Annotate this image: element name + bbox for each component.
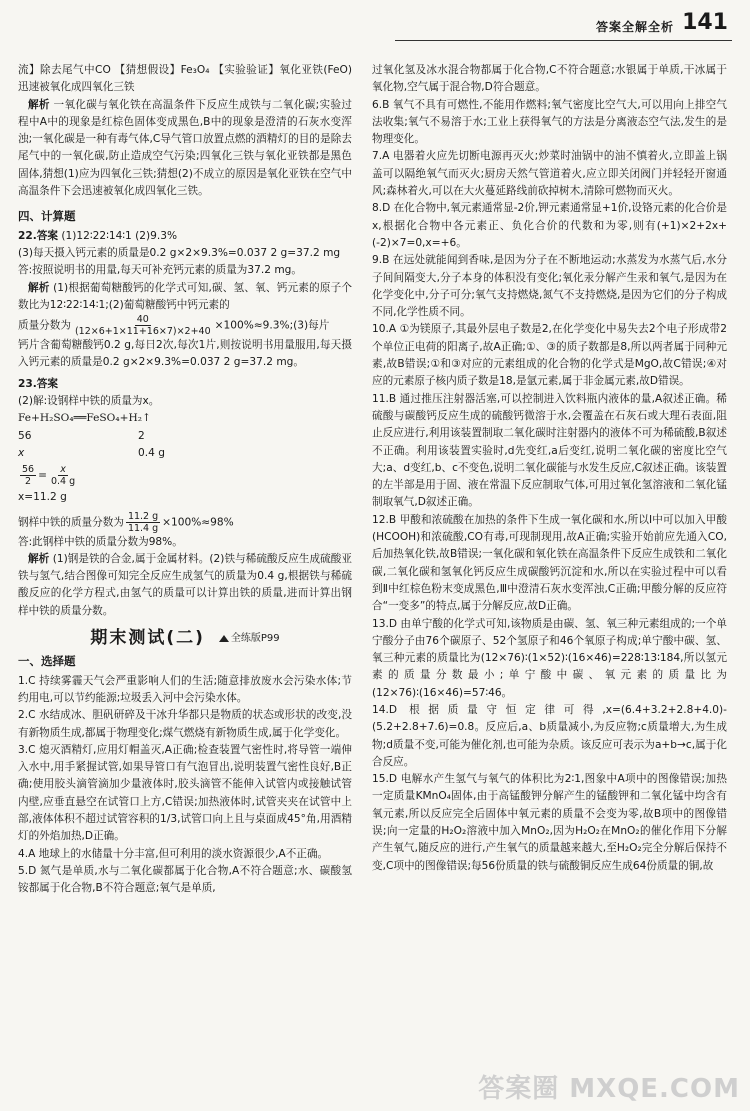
page-header [596,10,728,35]
question-number: 23.答案 [18,377,58,390]
paragraph [18,97,352,201]
header-label: 答案全解全析 [596,20,675,34]
answer-item: 11.B 通过推压注射器活塞,可以控制进入饮料瓶内液体的量,A叙述正确。稀硫酸与碳酸钙反应生成的硫酸钙微溶于水,会覆盖在石灰石或大理石表面,阻止反应进行,利用该装置制取二氧化碳时注射器内的液体不可为稀硫酸,B叙述不正确。利用该装置实验时,d先变红,a后变红,说明二氧化碳的密度比空气大;a、d变红,b、c不变色,说明二氧化碳能与水发生反应,C叙述正确。该装置的左半部是用于固、液在常温下反应制取气体,可用过氧化氢溶液和二氧化锰制取氧气,D叙述正确。 [372,392,727,509]
answer-item: 15.D 电解水产生氢气与氧气的体积比为2∶1,图象中A项中的图像错误;加热一定质量KMnO₄固体,由于高锰酸钾分解产生的锰酸钾和二氧化锰中均含有氧元素,所以反应完全后固体中氧元素的质量不会变为零,故B项中的图像错误;向一定量的H₂O₂溶液中加入MnO₂,因为H₂O₂在MnO₂的催化作用下分解产生氧气,随反应的进行,产生氧气的质量越来越大,至H₂O₂完全分解后保持不变,C项中的图像错误;每56份质量的铁与硫酸铜反应生成64份质量的铜,故 [372,773,727,872]
chemical-equation: Fe+H₂SO₄══FeSO₄+H₂↑ [18,412,151,425]
question-number: 22.答案 [18,229,58,242]
paragraph: 答:按照说明书的用量,每天可补充钙元素的质量为37.2 mg。 [18,264,302,277]
paragraph: x=11.2 g [18,491,67,504]
formula-line [18,314,352,337]
fraction [126,511,160,534]
numerator: 40 [136,314,149,326]
paragraph: 答:此钢样中铁的质量分数为98%。 [18,535,183,548]
text: (1)钢是铁的合金,属于金属材料。(2)铁与稀硫酸反应生成硫酸亚铁与氢气,结合图像可知完全反应生成氢气的质量为0.4 g,根据铁与稀硫酸反应的化学方程式,由氢气的质量可以计算出铁的质量,进而计算出钢样中铁的质量分数。 [18,552,353,617]
banner-ref-text: 全练版P99 [230,633,280,645]
paragraph: 钙片含葡萄糖酸钙0.2 g,每日2次,每次1片,则按说明书用量服用,每天摄入钙元素的质量是0.2 g×2×9.3%=0.037 2 g=37.2 mg。 [18,339,352,369]
mass-value: 56 [18,429,32,442]
fraction [73,314,213,337]
answer-item: 12.B 甲酸和浓硫酸在加热的条件下生成一氧化碳和水,所以I中可以加入甲酸(HCOOH)和浓硫酸,CO有毒,可现制现用,故A正确;实验开始前应先通入CO,后加热氧化铁,故B错误;一氧化碳和氧化铁在高温条件下反应生成铁和二氧化碳,二氧化碳和氢氧化钙反应生成碳酸钙沉淀和水,所以在实验过程中可以看到Ⅱ中红棕色粉末变成黑色,Ⅲ中澄清石灰水变浑浊,C正确;甲酸分解的反应符合“一变多”的特点,属于分解反应,故D正确。 [372,513,727,613]
mass-value: x [18,446,25,459]
numerator: 11.2 g [127,510,159,522]
watermark: 答案圈 MXQE.COM [478,1074,740,1104]
text: 质量分数为 [18,319,71,332]
mass-row [18,428,352,445]
section-heading: 一、选择题 [18,654,76,669]
ratio-line [18,464,352,487]
answer-item: 9.B 在远处就能闻到香味,是因为分子在不断地运动;水蒸发为水蒸气后,水分子间间隔变大,分子本身的体积没有变化;氧化汞分解产生汞和氧气,是因为在化学变化中,分子可分;氧气支持燃烧,氮气不支持燃烧,是因为它们的分子构成不同,化学性质不同。 [372,254,727,319]
answer-item: 4.A 地球上的水储量十分丰富,但可利用的淡水资源很少,A不正确。 [18,847,329,860]
paragraph: (2)解:设钢样中铁的质量为x。 [18,395,160,408]
answer-item: 14.D 根据质量守恒定律可得,x=(6.4+3.2+2.8+4.0)-(5.2+2.8+7.6)=0.8。反应后,a、b质量减小,为反应物;c质量增大,为生成物;d质量不变,可能为催化剂,也可能为杂质。该反应可表示为a+b→c,属于化合反应。 [372,703,727,768]
right-column [372,62,727,875]
mass-value: 0.4 g [138,446,165,459]
paragraph: 过氧化氢及冰水混合物都属于化合物,C不符合题意;水银属于单质,干冰属于氧化物,空气属于混合物,D符合题意。 [372,64,727,94]
triangle-icon [219,635,229,642]
denominator: 0.4 g [50,476,76,488]
mass-value: 2 [138,429,145,442]
answer-item: 5.D 氮气是单质,水与二氧化碳都属于化合物,A不符合题意;水、碳酸氢铵都属于化合物,B不符合题意;氧气是单质, [18,864,352,895]
answer-item: 2.C 水结成冰、胆矾研碎及干冰升华都只是物质的状态或形状的改变,没有新物质生成,都属于物理变化;煤气燃烧有新物质生成,属于化学变化。 [18,709,352,739]
section-banner [18,630,352,647]
answer-item: 10.A ①为镁原子,其最外层电子数是2,在化学变化中易失去2个电子形成带2个单位正电荷的阳离子,故A正确;①、③的质子数都是8,所以两者属于同种元素,故B错误;①和③对应的元素组成的化合物的化学式是MgO,故C错误;④对应的元素原子核内质子数是18,是氩元素,属于非金属元素,故D错误。 [372,323,727,388]
equals-sign: = [38,469,47,482]
left-column [18,62,352,897]
fraction [49,464,77,487]
answer-item: 7.A 电器着火应先切断电源再灭火;炒菜时油锅中的油不慎着火,立即盖上锅盖可以隔绝氧气而灭火;厨房天然气管道着火,应立即关闭阀门并轻轻开窗通风;森林着火,可以在大火蔓延路线前砍掉树木,清除可燃物而灭火。 [372,150,727,198]
denominator: 2 [25,476,32,488]
paragraph: (3)每天摄入钙元素的质量是0.2 g×2×9.3%=0.037 2 g=37.2 mg [18,246,341,259]
header-rule [395,40,732,41]
paragraph [18,280,352,315]
answer-item: 8.D 在化合物中,氧元素通常显-2价,钾元素通常显+1价,设铬元素的化合价是x,根据化合物中各元素正、负化合价的代数和为零,则有(+1)×2+2x+(-2)×7=0,x=+6。 [372,202,727,249]
label: 解析 [28,281,50,294]
text: ×100%≈98% [162,516,234,529]
text: 钢样中铁的质量分数为 [18,516,124,529]
banner-title: 期末测试(二) [90,628,205,649]
denominator: 11.4 g [127,522,159,534]
denominator: (12×6+1×11+16×7)×2+40 [74,326,211,338]
text: ×100%≈9.3%;(3)每片 [214,319,330,332]
fraction [20,464,36,487]
numerator: 56 [22,464,35,476]
text: (1)根据葡萄糖酸钙的化学式可知,碳、氢、氧、钙元素的原子个数比为12∶22∶14∶1;(2)葡萄糖酸钙中钙元素的 [18,281,352,311]
paragraph: 流】除去尾气中CO 【猜想假设】Fe₃O₄ 【实验验证】氧化亚铁(FeO)迅速被氧化成四氧化三铁 [18,64,352,94]
mass-row [18,445,352,462]
answer-item: 13.D 由单宁酸的化学式可知,该物质是由碳、氢、氧三种元素组成的;一个单宁酸分子由76个碳原子、52个氢原子和46个氧原子构成;单宁酸中碳、氢、氧三种元素的质量比为(12×76)∶(1×52)∶(16×46)=228∶13∶184,所以氢元素的质量分数最小;单宁酸中碳、氧元素的质量比为(12×76)∶(16×46)=57∶46。 [372,617,727,699]
answer-item: 3.C 熄灭酒精灯,应用灯帽盖灭,A正确;检查装置气密性时,将导管一端伸入水中,用手紧握试管,如果导管口有气泡冒出,说明装置气密性良好,B正确;使用胶头滴管滴加少量液体时,胶头滴管不能伸入试管内或接触试管内壁,应垂直悬空在试管口上方,C错误;加热液体时,试管夹夹在试管中上部,液体体积不超过试管容积的1/3,试管口向上且与桌面成45°角,用酒精灯的外焰加热,D正确。 [18,743,352,843]
section-heading: 四、计算题 [18,209,76,224]
text: 一氧化碳与氧化铁在高温条件下反应生成铁与二氧化碳;实验过程中A中的现象是红棕色固体变成黑色,B中的现象是澄清的石灰水变浑浊;一氧化碳是一种有毒气体,C导气管口放置点燃的酒精灯的目的是除去尾气中的一氧化碳,防止造成空气污染;四氧化三铁与氧化亚铁都是黑色固体,猜想(1)应为四氧化三铁;猜想(2)不成立的原因是氧化亚铁在空气中高温条件下会迅速被氧化成四氧化三铁。 [18,98,352,198]
answer-line [18,376,352,393]
answer-line [18,228,352,245]
paragraph [18,551,352,620]
label: 解析 [28,98,50,111]
numerator: x [60,464,66,476]
formula-line [18,511,352,534]
banner-ref [219,630,280,647]
page-number: 141 [682,10,728,35]
answer-item: 6.B 氧气不具有可燃性,不能用作燃料;氧气密度比空气大,可以用向上排空气法收集;氧气不易溶于水;工业上获得氧气的方法是分离液态空气法,发生的是物理变化。 [372,98,727,146]
label: 解析 [28,552,50,565]
answer-item: 1.C 持续雾霾天气会严重影响人们的生活;随意排放废水会污染水体;节约用电,可以节约能源;垃圾丢入河中会污染水体。 [18,674,352,704]
text: (1)12∶22∶14∶1 (2)9.3% [61,229,178,242]
